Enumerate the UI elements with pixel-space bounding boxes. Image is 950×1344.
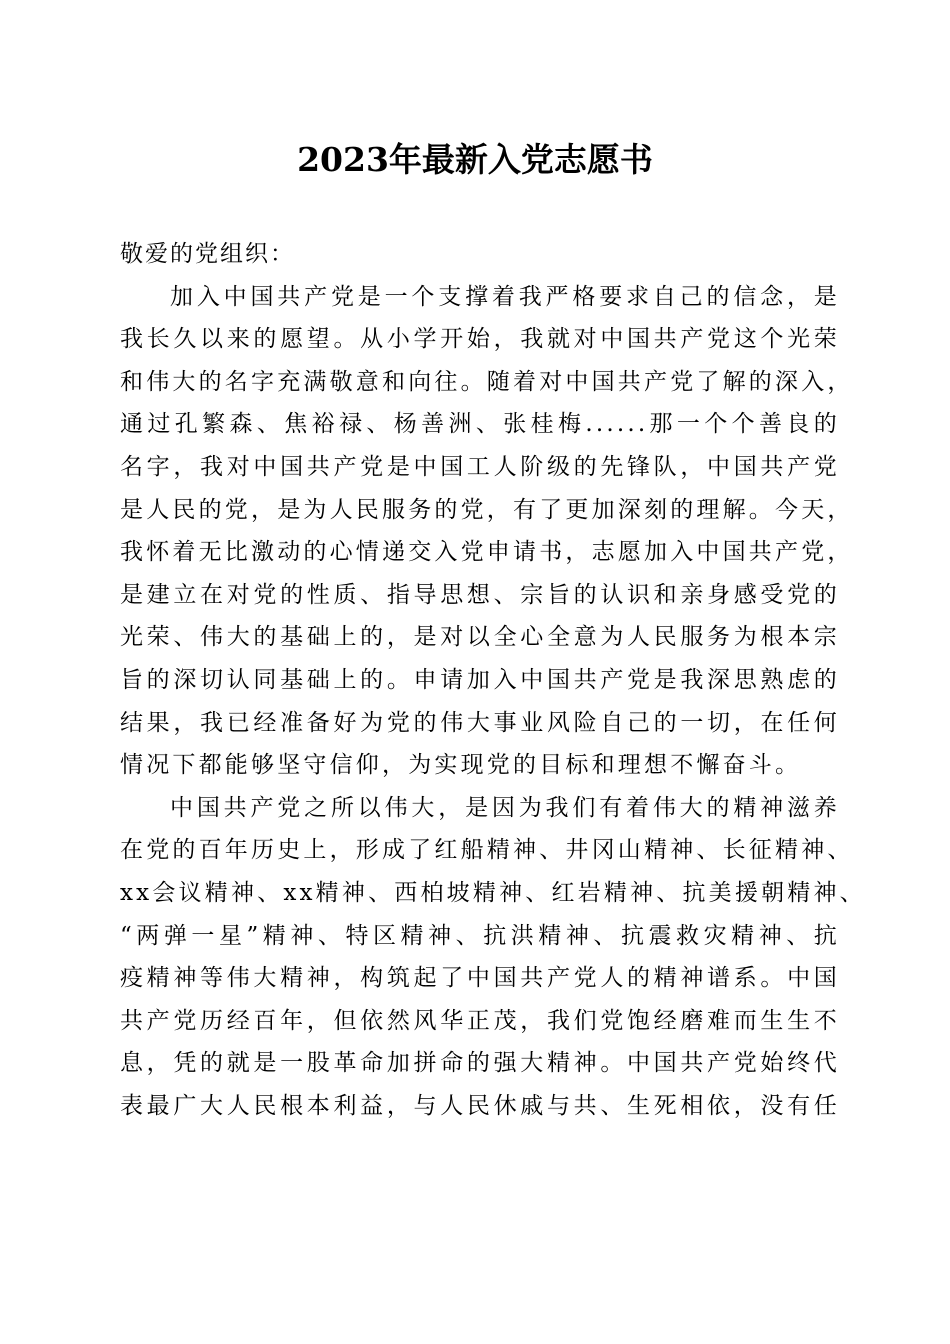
text-line: xx会议精神、xx精神、西柏坡精神、红岩精神、抗美援朝精神、 xyxy=(120,879,866,906)
text-line: 表最广大人民根本利益，与人民休戚与共、生死相依，没有任 xyxy=(120,1092,840,1119)
text-line: 中国共产党之所以伟大，是因为我们有着伟大的精神滋养 xyxy=(170,794,840,821)
text-line: 情况下都能够坚守信仰，为实现党的目标和理想不懈奋斗。 xyxy=(120,752,802,779)
text-line: “两弹一星”精神、特区精神、抗洪精神、抗震救灾精神、抗 xyxy=(120,922,840,949)
document-body xyxy=(120,233,866,1127)
text-line: 疫精神等伟大精神，构筑起了中国共产党人的精神谱系。中国 xyxy=(120,965,840,992)
text-line: 加入中国共产党是一个支撑着我严格要求自己的信念，是 xyxy=(170,283,840,310)
text-line: 是人民的党，是为人民服务的党，有了更加深刻的理解。今天， xyxy=(120,496,854,523)
text-line: 我长久以来的愿望。从小学开始，我就对中国共产党这个光荣 xyxy=(120,326,840,353)
text-line: 我怀着无比激动的心情递交入党申请书，志愿加入中国共产党， xyxy=(120,539,854,566)
salutation: 敬爱的党组织： xyxy=(120,241,295,267)
text-line: 息，凭的就是一股革命加拼命的强大精神。中国共产党始终代 xyxy=(120,1050,840,1077)
text-line: 在党的百年历史上，形成了红船精神、井冈山精神、长征精神、 xyxy=(120,837,854,864)
text-line: 光荣、伟大的基础上的，是对以全心全意为人民服务为根本宗 xyxy=(120,624,840,651)
text-line: 是建立在对党的性质、指导思想、宗旨的认识和亲身感受党的 xyxy=(120,581,840,608)
document-title: 2023年最新入党志愿书 xyxy=(297,140,653,179)
text-line: 共产党历经百年，但依然风华正茂，我们党饱经磨难而生生不 xyxy=(120,1007,840,1034)
text-line: 和伟大的名字充满敬意和向往。随着对中国共产党了解的深入， xyxy=(120,368,854,395)
text-line: 结果，我已经准备好为党的伟大事业风险自己的一切，在任何 xyxy=(120,709,840,736)
text-line: 通过孔繁森、焦裕禄、杨善洲、张桂梅......那一个个善良的 xyxy=(120,411,840,438)
paragraph-2 xyxy=(120,787,866,1128)
paragraph-1 xyxy=(120,276,854,787)
text-line: 旨的深切认同基础上的。申请加入中国共产党是我深思熟虑的 xyxy=(120,666,840,693)
text-line: 名字，我对中国共产党是中国工人阶级的先锋队，中国共产党 xyxy=(120,453,840,480)
